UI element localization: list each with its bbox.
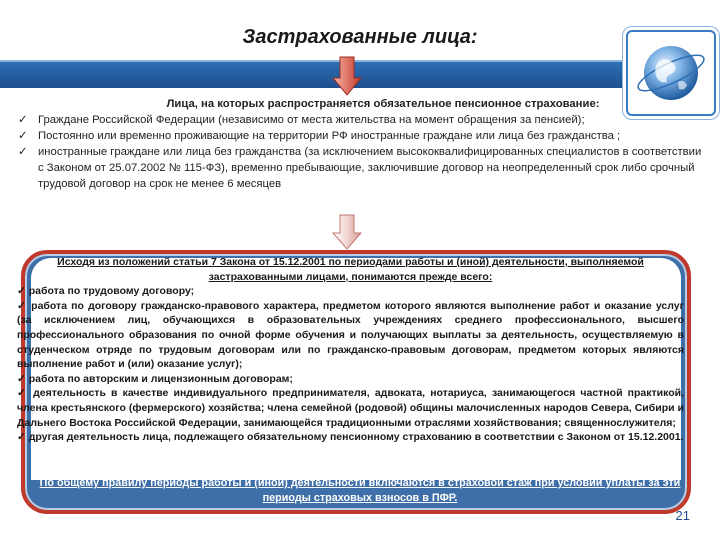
list-item: ✓ другая деятельность лица, подлежащего обязательному пенсионному страхованию в соответствии с Законом от 15.12.2001. — [17, 431, 684, 444]
page-number: 21 — [675, 508, 690, 523]
list-item: ✓ Постоянно или временно проживающие на территории РФ иностранные граждане или лица без гражданства ; — [18, 130, 621, 142]
work-periods-text — [17, 255, 684, 445]
section-heading: Лица, на которых распространяется обязательное пенсионное страхование: — [166, 98, 600, 110]
list-item: ✓ иностранные граждане или лица без гражданства (за исключением высококвалифицированных специалистов в соответствии с Законом от 25.07.2002 № 115-ФЗ), временно пребывающие, заключившие договор на неопределенный срок либо срочный трудовой договор на срок не менее 6 месяцев — [18, 146, 702, 190]
list-item: ✓ деятельность в качестве индивидуального предпринимателя, адвоката, нотариуса, занимающегося частной практикой, члена крестьянского (фермерского) хозяйства; члена семейной (родовой) общины малочисленных народов Севера, Сибири и Дальнего Востока Российской Федерации, занимающейся традиционными отраслями хозяйствования; священнослужителя; — [17, 387, 684, 429]
check-icon: ✓ — [18, 130, 28, 142]
down-arrow-icon — [332, 214, 362, 250]
list-item: ✓ работа по трудовому договору; — [17, 285, 195, 298]
list-item: ✓ работа по авторским и лицензионным договорам; — [17, 372, 293, 385]
slide-title: Застрахованные лица: — [242, 26, 478, 48]
down-arrow-icon — [332, 56, 362, 96]
covered-persons-section — [18, 96, 708, 192]
list-item: ✓ работа по договору гражданско-правового характера, предметом которого являются выполнение работ и оказание услуг (за исключением лиц, обучающихся в образовательных учреждениях среднего профессионального, высшего профессионального образования по очной форме обучения и получающих выплаты за деятельность, осуществляемую в студенческом отряде по трудовым договорам или по гражданско-правовым договорам, предметом которых являются выполнение работ и (или) оказание услуг); — [17, 299, 684, 371]
list-item: ✓ Граждане Российской Федерации (независимо от места жительства на момент обращения за пенсией); — [18, 114, 585, 126]
check-icon: ✓ — [18, 146, 28, 158]
work-periods-heading: Исходя из положений статьи 7 Закона от 15.12.2001 по периодами работы и (иной) деятельности, выполняемой застрахованными лицами, понимаются прежде всего: — [57, 256, 644, 283]
check-icon: ✓ — [18, 114, 28, 126]
box-footer-note: По общему правилу периоды работы и (иной) деятельности включаются в страховой стаж при условии уплаты за эти периоды страховых взносов в ПФР. — [39, 477, 681, 504]
